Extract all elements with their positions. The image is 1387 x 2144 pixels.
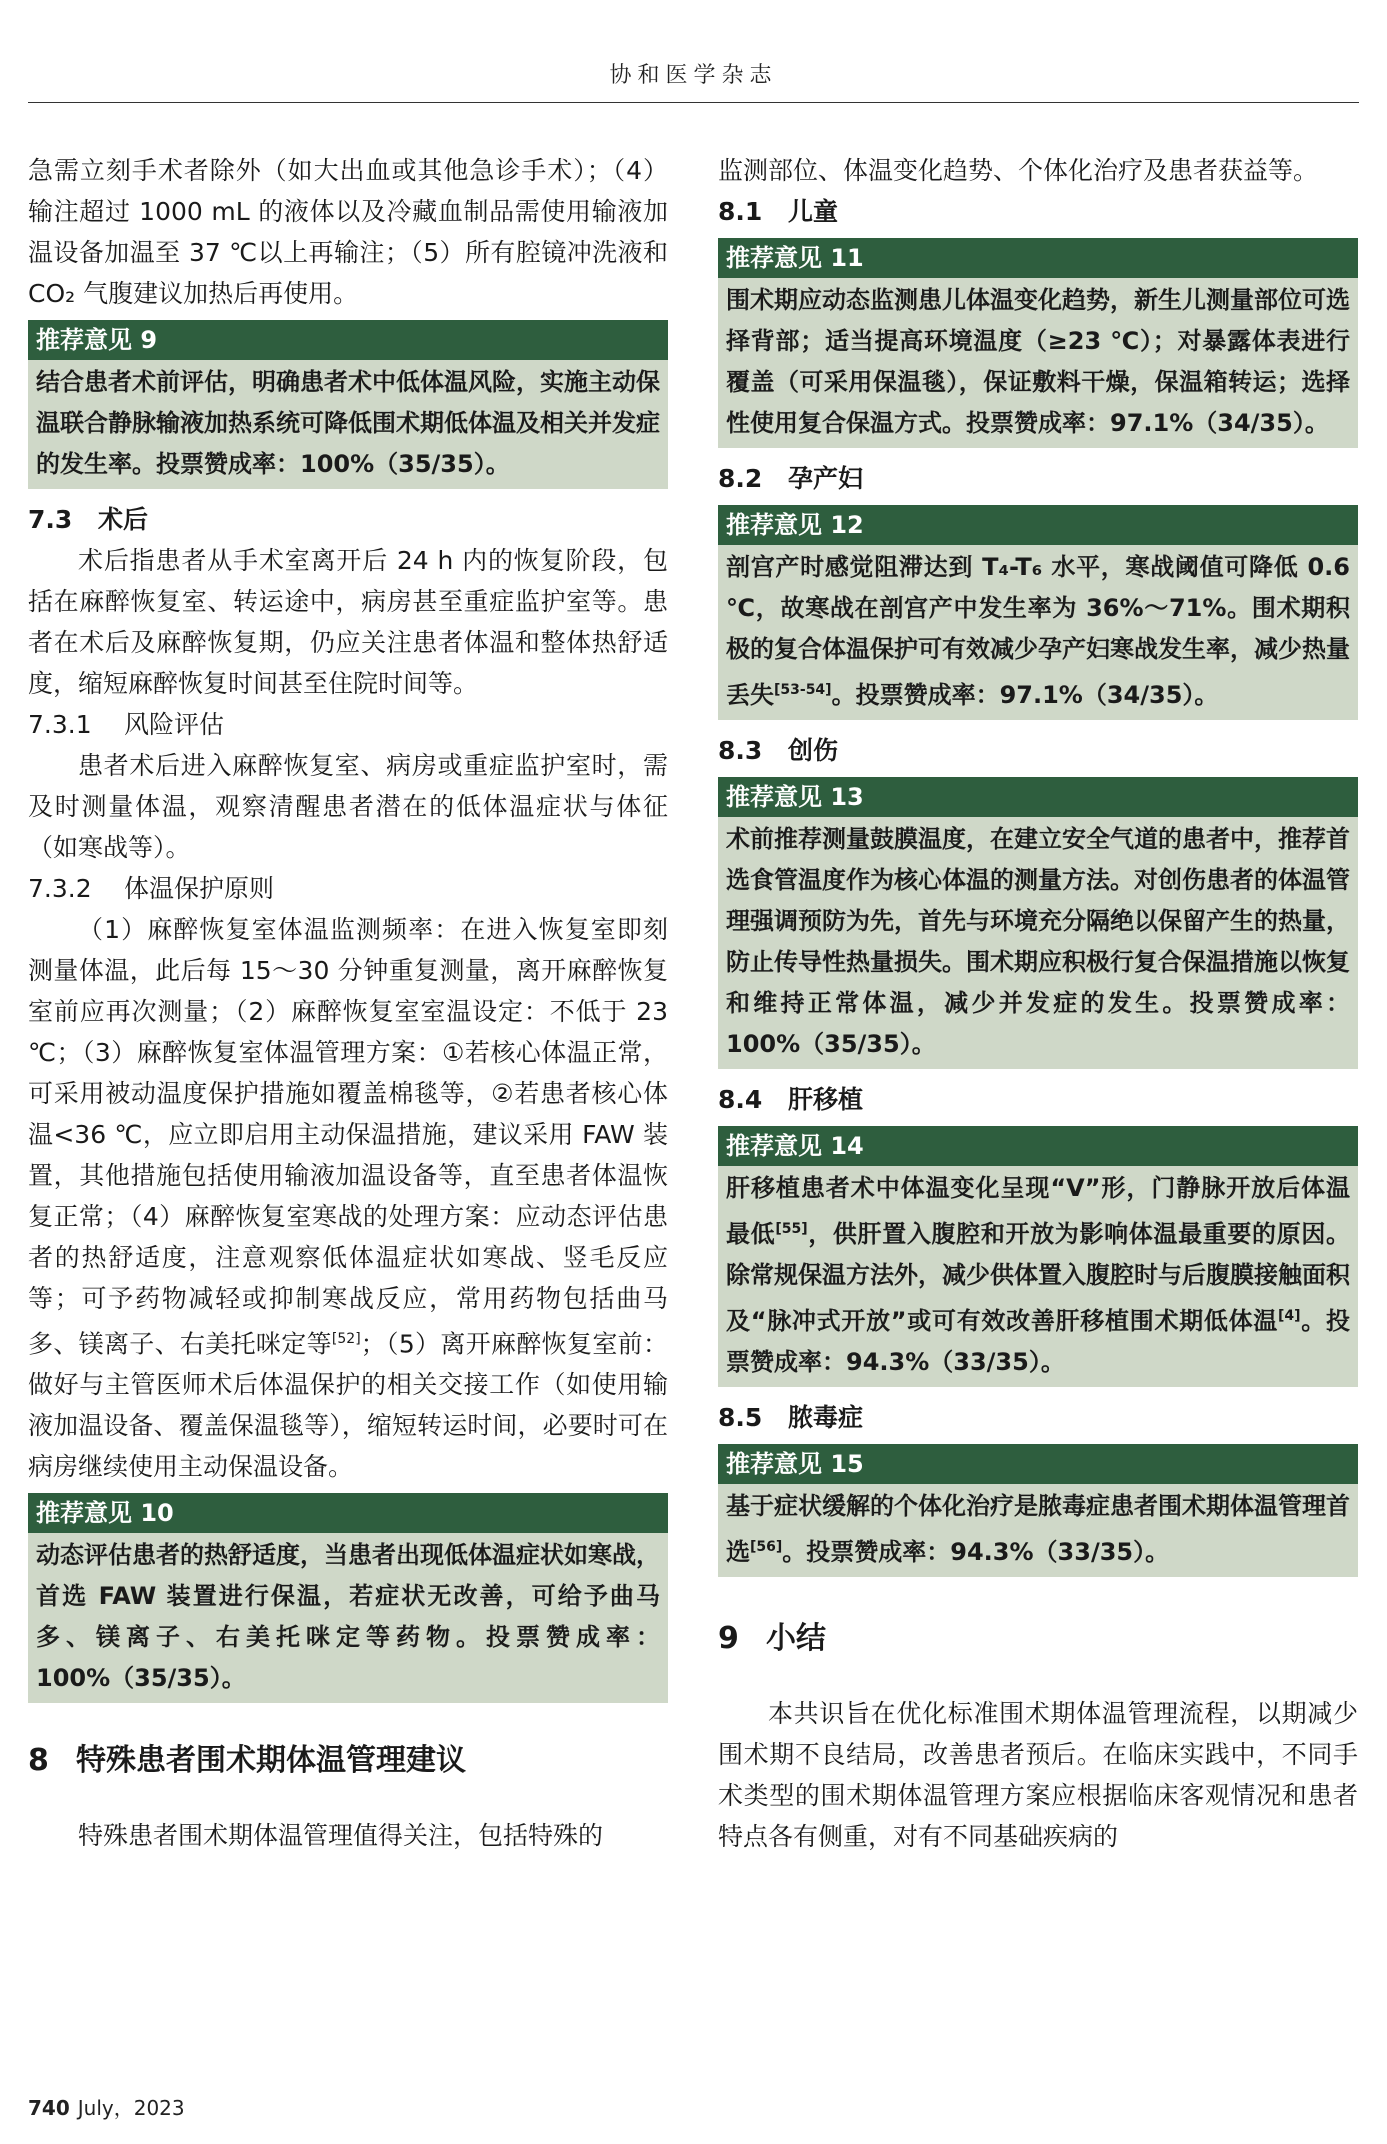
recommendation-text: ，供肝置入腹腔和开放为影响体温最重要的原因。除常规保温方法外，减少供体置入腹腔时与后腹膜接触面积及“脉冲式开放”或可有效改善肝移植围术期低体温 [726, 1220, 1351, 1335]
recommendation-text: 肝移植患者术中体温变化呈现“V”形，门静脉开放后体温最低 [726, 1174, 1350, 1248]
section-title: 术后 [98, 505, 149, 534]
section-number: 8 [28, 1743, 49, 1779]
citation-ref: [55] [775, 1221, 808, 1237]
recommendation-box-13 [718, 777, 1358, 1069]
citation-ref: [53-54] [774, 682, 832, 698]
section-heading-8-4 [718, 1079, 1358, 1120]
page-footer [28, 2092, 185, 2121]
section-number: 9 [718, 1621, 739, 1656]
section-heading-7-3-2 [28, 868, 668, 909]
section-title: 风险评估 [124, 710, 225, 739]
section-title: 体温保护原则 [124, 874, 275, 903]
section-title: 创伤 [788, 736, 839, 765]
header-divider [28, 102, 1359, 103]
section-title: 孕产妇 [788, 464, 864, 493]
section-number: 7.3.2 [28, 874, 92, 903]
paragraph: 监测部位、体温变化趋势、个体化治疗及患者获益等。 [718, 156, 1319, 185]
right-column [718, 150, 1358, 1857]
recommendation-title: 推荐意见 11 [718, 238, 1358, 278]
section-heading-9 [718, 1617, 1358, 1661]
section-title: 小结 [766, 1621, 826, 1656]
section-title: 特殊患者围术期体温管理建议 [76, 1743, 466, 1779]
recommendation-title: 推荐意见 9 [28, 320, 668, 360]
recommendation-box-14 [718, 1126, 1358, 1387]
section-title: 儿童 [788, 197, 839, 226]
recommendation-box-11 [718, 238, 1358, 448]
recommendation-body: 动态评估患者的热舒适度，当患者出现低体温症状如寒战，首选 FAW 装置进行保温，若症状无改善，可给予曲马多、镁离子、右美托咪定等药物。投票赞成率：100%（35/35）。 [28, 1533, 668, 1703]
recommendation-text: 。投票赞成率：97.1%（34/35）。 [831, 681, 1219, 709]
recommendation-body: 结合患者术前评估，明确患者术中低体温风险，实施主动保温联合静脉输液加热系统可降低围术期低体温及相关并发症的发生率。投票赞成率：100%（35/35）。 [28, 360, 668, 489]
page-number: 740 [28, 2096, 70, 2120]
issue-date: July，2023 [77, 2096, 185, 2120]
section-number: 8.4 [718, 1085, 763, 1114]
section-number: 7.3 [28, 505, 73, 534]
section-heading-8-1 [718, 191, 1358, 232]
recommendation-text: 基于症状缓解的个体化治疗是脓毒症患者围术期体温管理首选 [726, 1492, 1350, 1566]
paragraph-text: ；（5）离开麻醉恢复室前：做好与主管医师术后体温保护的相关交接工作（如使用输液加温设备、覆盖保温毯等），缩短转运时间，必要时可在病房继续使用主动保温设备。 [28, 1329, 668, 1482]
section-number: 8.5 [718, 1403, 763, 1432]
recommendation-text: 。投票赞成率：94.3%（33/35）。 [782, 1538, 1170, 1566]
section-title: 肝移植 [788, 1085, 864, 1114]
recommendation-box-15 [718, 1444, 1358, 1577]
recommendation-text: 。投票赞成率：94.3%（33/35）。 [726, 1307, 1351, 1376]
paragraph: 本共识旨在优化标准围术期体温管理流程，以期减少围术期不良结局，改善患者预后。在临床实践中，不同手术类型的围术期体温管理方案应根据临床客观情况和患者特点各有侧重，对有不同基础疾病的 [718, 1699, 1358, 1851]
recommendation-box-12 [718, 505, 1358, 720]
section-title: 脓毒症 [788, 1403, 864, 1432]
recommendation-title: 推荐意见 13 [718, 777, 1358, 817]
paragraph: 特殊患者围术期体温管理值得关注，包括特殊的 [78, 1821, 604, 1851]
recommendation-body [718, 1166, 1358, 1387]
paragraph: 急需立刻手术者除外（如大出血或其他急诊手术）；（4）输注超过 1000 mL 的液体以及冷藏血制品需使用输液加温设备加温至 37 ℃以上再输注；（5）所有腔镜冲洗液和 CO₂ 气腹建议加热后再使用。 [28, 156, 668, 308]
recommendation-body: 术前推荐测量鼓膜温度，在建立安全气道的患者中，推荐首选食管温度作为核心体温的测量方法。对创伤患者的体温管理强调预防为先，首先与环境充分隔绝以保留产生的热量，防止传导性热量损失。围术期应积极行复合保温措施以恢复和维持正常体温，减少并发症的发生。投票赞成率：100%（35/35）。 [718, 817, 1358, 1069]
section-heading-8-5 [718, 1397, 1358, 1438]
section-heading-8 [28, 1739, 668, 1783]
recommendation-title: 推荐意见 10 [28, 1493, 668, 1533]
recommendation-title: 推荐意见 14 [718, 1126, 1358, 1166]
section-number: 7.3.1 [28, 710, 92, 739]
citation-ref: [4] [1278, 1308, 1301, 1324]
paragraph: 患者术后进入麻醉恢复室、病房或重症监护室时，需及时测量体温，观察清醒患者潜在的低体温症状与体征（如寒战等）。 [28, 751, 668, 862]
journal-header: 协和医学杂志 [609, 63, 778, 88]
section-heading-7-3 [28, 499, 668, 540]
recommendation-body [718, 1484, 1358, 1577]
paragraph: 术后指患者从手术室离开后 24 h 内的恢复阶段，包括在麻醉恢复室、转运途中，病房甚至重症监护室等。患者在术后及麻醉恢复期，仍应关注患者体温和整体热舒适度，缩短麻醉恢复时间甚至住院时间等。 [28, 546, 668, 698]
citation-ref: [52] [331, 1331, 361, 1347]
section-heading-8-2 [718, 458, 1358, 499]
left-column [28, 150, 668, 1856]
recommendation-body [718, 545, 1358, 720]
recommendation-body: 围术期应动态监测患儿体温变化趋势，新生儿测量部位可选择背部；适当提高环境温度（≥23 ℃）；对暴露体表进行覆盖（可采用保温毯），保证敷料干燥，保温箱转运；选择性使用复合保温方式。投票赞成率：97.1%（34/35）。 [718, 278, 1358, 448]
recommendation-title: 推荐意见 12 [718, 505, 1358, 545]
paragraph [28, 909, 668, 1487]
section-number: 8.1 [718, 197, 763, 226]
section-number: 8.2 [718, 464, 763, 493]
recommendation-text: 剖宫产时感觉阻滞达到 T₄-T₆ 水平，寒战阈值可降低 0.6 ℃，故寒战在剖宫产中发生率为 36%～71%。围术期积极的复合体温保护可有效减少孕产妇寒战发生率，减少热量丢失 [726, 553, 1350, 709]
section-number: 8.3 [718, 736, 763, 765]
recommendation-title: 推荐意见 15 [718, 1444, 1358, 1484]
section-heading-7-3-1 [28, 704, 668, 745]
recommendation-box-10 [28, 1493, 668, 1703]
section-heading-8-3 [718, 730, 1358, 771]
paragraph-text: （1）麻醉恢复室体温监测频率：在进入恢复室即刻测量体温，此后每 15～30 分钟重复测量，离开麻醉恢复室前应再次测量；（2）麻醉恢复室室温设定：不低于 23 ℃；（3）麻醉恢复室体温管理方案：①若核心体温正常，可采用被动温度保护措施如覆盖棉毯等，②若患者核心体温<36 ℃，应立即启用主动保温措施，建议采用 FAW 装置，其他措施包括使用输液加温设备等，直至患者体温恢复正常；（4）麻醉恢复室寒战的处理方案：应动态评估患者的热舒适度，注意观察低体温症状如寒战、竖毛反应等；可予药物减轻或抑制寒战反应，常用药物包括曲马多、镁离子、右美托咪定等 [28, 915, 668, 1359]
recommendation-box-9 [28, 320, 668, 489]
citation-ref: [56] [750, 1539, 783, 1555]
